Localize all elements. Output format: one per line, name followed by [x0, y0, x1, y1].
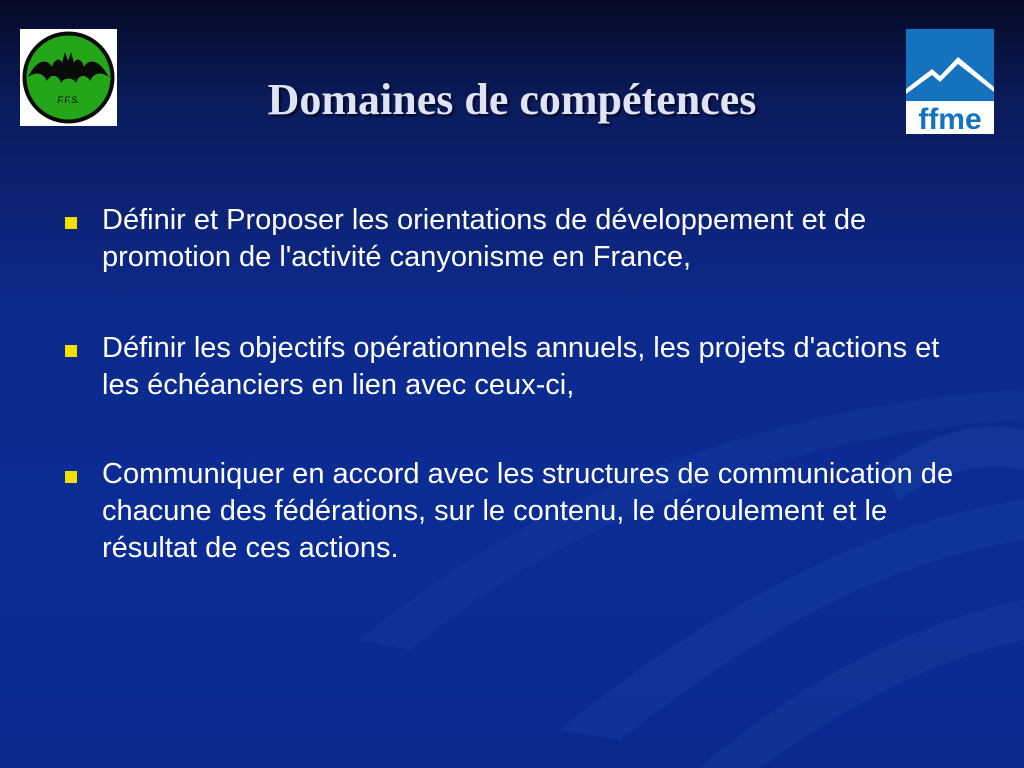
bullet-text: Définir les objectifs opérationnels annuels, les projets d'actions et les échéanciers en lien avec ceux-ci, [102, 332, 940, 401]
square-bullet-icon [65, 217, 77, 229]
bullet-text: Définir et Proposer les orientations de développement et de promotion de l'activité canyonisme en France, [102, 204, 867, 273]
ffme-logo-text: ffme [918, 103, 982, 134]
bullet-item [64, 202, 974, 276]
bullet-item [64, 456, 974, 567]
bullet-list [64, 202, 974, 567]
slide-title: Domaines de compétences [267, 75, 757, 124]
square-bullet-icon [65, 471, 77, 483]
square-bullet-icon [65, 345, 77, 357]
ffs-logo-text: F.F.S. [57, 95, 80, 105]
bullet-text: Communiquer en accord avec les structures de communication de chacune des fédérations, sur le contenu, le déroulement et le résultat de ces actions. [102, 458, 954, 564]
bullet-item [64, 330, 974, 404]
